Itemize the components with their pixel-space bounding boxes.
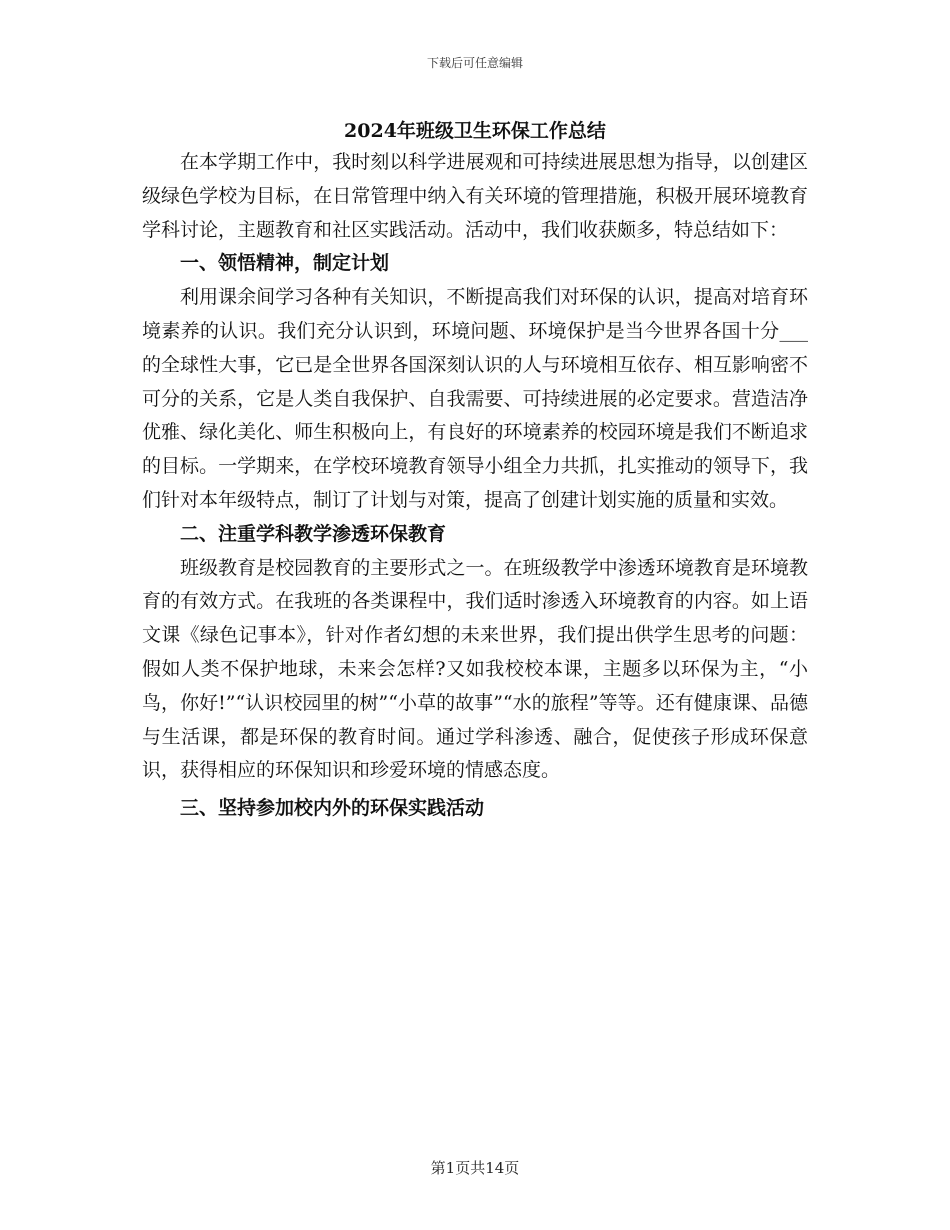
section-paragraph-2: 班级教育是校园教育的主要形式之一。在班级教学中渗透环境教育是环境教育的有效方式。在我班的各类课程中，我们适时渗透入环境教育的内容。如上语文课《绿色记事本》，针对作者幻想的未来世界，我们提出供学生思考的问题：假如人类不保护地球，未来会怎样?又如我校校本课，主题多以环保为主，“小鸟，你好!”“认识校园里的树”“小草的故事”“水的旅程”等等。还有健康课、品德与生活课，都是环保的教育时间。通过学科渗透、融合，促使孩子形成环保意识，获得相应的环保知识和珍爱环境的情感态度。	[142, 556, 808, 782]
document-title: 2024年班级卫生环保工作总结	[344, 120, 606, 142]
section-paragraph-1: 利用课余间学习各种有关知识，不断提高我们对环保的认识，提高对培育环境素养的认识。我们充分认识到，环境问题、环境保护是当今世界各国十分___的全球性大事，它已是全世界各国深刻认识的人与环境相互依存、相互影响密不可分的关系，它是人类自我保护、自我需要、可持续进展的必定要求。营造洁净优雅、绿化美化、师生积极向上，有良好的环境素养的校园环境是我们不断追求的目标。一学期来，在学校环境教育领导小组全力共抓，扎实推动的领导下，我们针对本年级特点，制订了计划与对策，提高了创建计划实施的质量和实效。	[142, 286, 808, 511]
document-body	[142, 146, 808, 826]
page-number: 第1页共14页	[430, 1159, 520, 1177]
section-heading-2: 二、注重学科教学渗透环保教育	[180, 522, 447, 545]
intro-paragraph: 在本学期工作中，我时刻以科学进展观和可持续进展思想为指导，以创建区级绿色学校为目标，在日常管理中纳入有关环境的管理措施，积极开展环境教育学科讨论，主题教育和社区实践活动。活动中，我们收获颇多，特总结如下：	[142, 151, 808, 241]
header-note: 下载后可任意编辑	[426, 56, 523, 70]
section-heading-3: 三、坚持参加校内外的环保实践活动	[180, 797, 485, 820]
section-heading-1: 一、领悟精神，制定计划	[180, 252, 390, 275]
